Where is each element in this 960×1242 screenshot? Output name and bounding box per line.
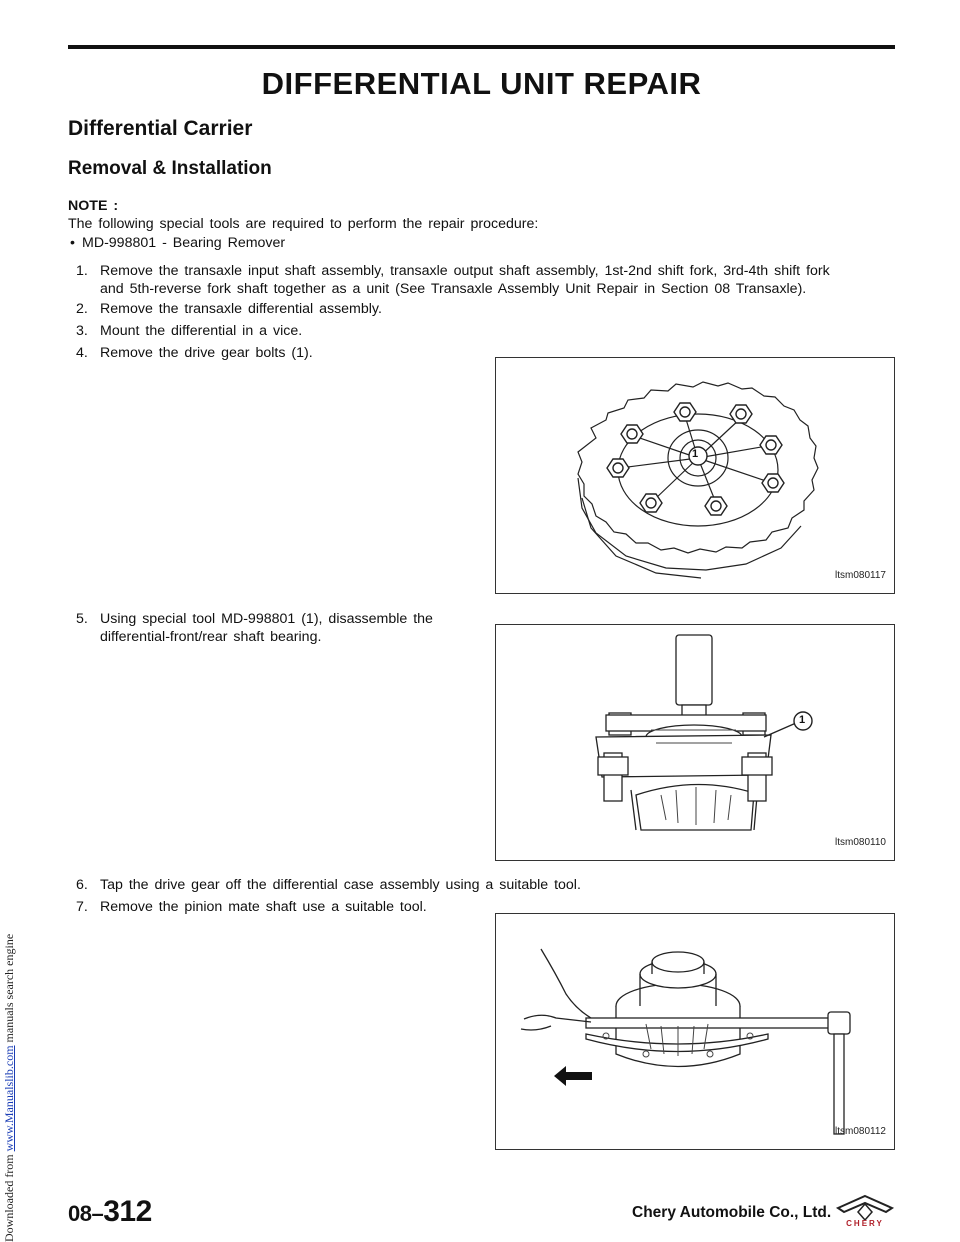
step-number: 3. (76, 323, 88, 339)
step-1 (76, 262, 896, 298)
step-6 (76, 876, 581, 894)
banner-prefix: Downloaded from (2, 1151, 16, 1242)
step-number: 7. (76, 899, 88, 915)
step-number: 2. (76, 301, 88, 317)
note-text: The following special tools are required to perform the repair procedure: (68, 216, 539, 232)
step-text: Remove the transaxle input shaft assembly, transaxle output shaft assembly, 1st-2nd shift fork, 3rd-4th shift fork (100, 263, 830, 279)
section-prefix: 08– (68, 1201, 104, 1226)
step-number: 5. (76, 611, 88, 627)
page-number-value: 312 (103, 1195, 152, 1228)
step-text: Using special tool MD-998801 (1), disassemble the (100, 611, 433, 627)
note-label: NOTE : (68, 198, 119, 214)
step-text: Mount the differential in a vice. (100, 323, 303, 339)
figure-pinion-mate-shaft (495, 913, 895, 1150)
manualslib-link[interactable]: www.Manualslib.com (2, 1045, 16, 1152)
step-3 (76, 322, 302, 340)
step-text-continued: differential-front/rear shaft bearing. (100, 629, 322, 645)
banner-suffix: manuals search engine (2, 933, 16, 1046)
page-title: DIFFERENTIAL UNIT REPAIR (261, 66, 702, 101)
figure-code: ltsm080117 (835, 570, 886, 581)
company-name: Chery Automobile Co., Ltd. (632, 1204, 832, 1221)
step-text: Remove the transaxle differential assembly. (100, 301, 382, 317)
section-subheading: Removal & Installation (68, 158, 272, 179)
step-5 (76, 610, 486, 646)
pinion-shaft-illustration (496, 914, 894, 1149)
drive-gear-illustration (496, 358, 894, 593)
step-4 (76, 344, 313, 362)
step-text: Remove the pinion mate shaft use a suitable tool. (100, 899, 427, 915)
bearing-remover-illustration (496, 625, 894, 860)
callout-label: 1 (692, 448, 699, 460)
step-text: Tap the drive gear off the differential case assembly using a suitable tool. (100, 877, 581, 893)
step-7 (76, 898, 427, 916)
step-text: Remove the drive gear bolts (1). (100, 345, 313, 361)
bullet-dot: • (70, 235, 75, 251)
callout-label: 1 (799, 714, 806, 726)
figure-bearing-remover (495, 624, 895, 861)
logo-text: CHERY (846, 1219, 884, 1228)
chery-logo-icon (834, 1194, 896, 1228)
figure-code: ltsm080112 (835, 1126, 886, 1137)
step-number: 4. (76, 345, 88, 361)
page-number (68, 1195, 152, 1229)
figure-drive-gear-bolts (495, 357, 895, 594)
step-number: 6. (76, 877, 88, 893)
tool-bullet-text: MD-998801 - Bearing Remover (82, 235, 286, 251)
step-number: 1. (76, 263, 88, 279)
figure-code: ltsm080110 (835, 837, 886, 848)
step-text-continued: and 5th-reverse fork shaft together as a unit (See Transaxle Assembly Unit Repair in Section 08 Transaxle). (100, 281, 807, 297)
header-rule (68, 45, 895, 49)
section-heading: Differential Carrier (68, 117, 253, 140)
download-banner (2, 20, 16, 1242)
tool-bullet (70, 234, 285, 252)
step-2 (76, 300, 382, 318)
